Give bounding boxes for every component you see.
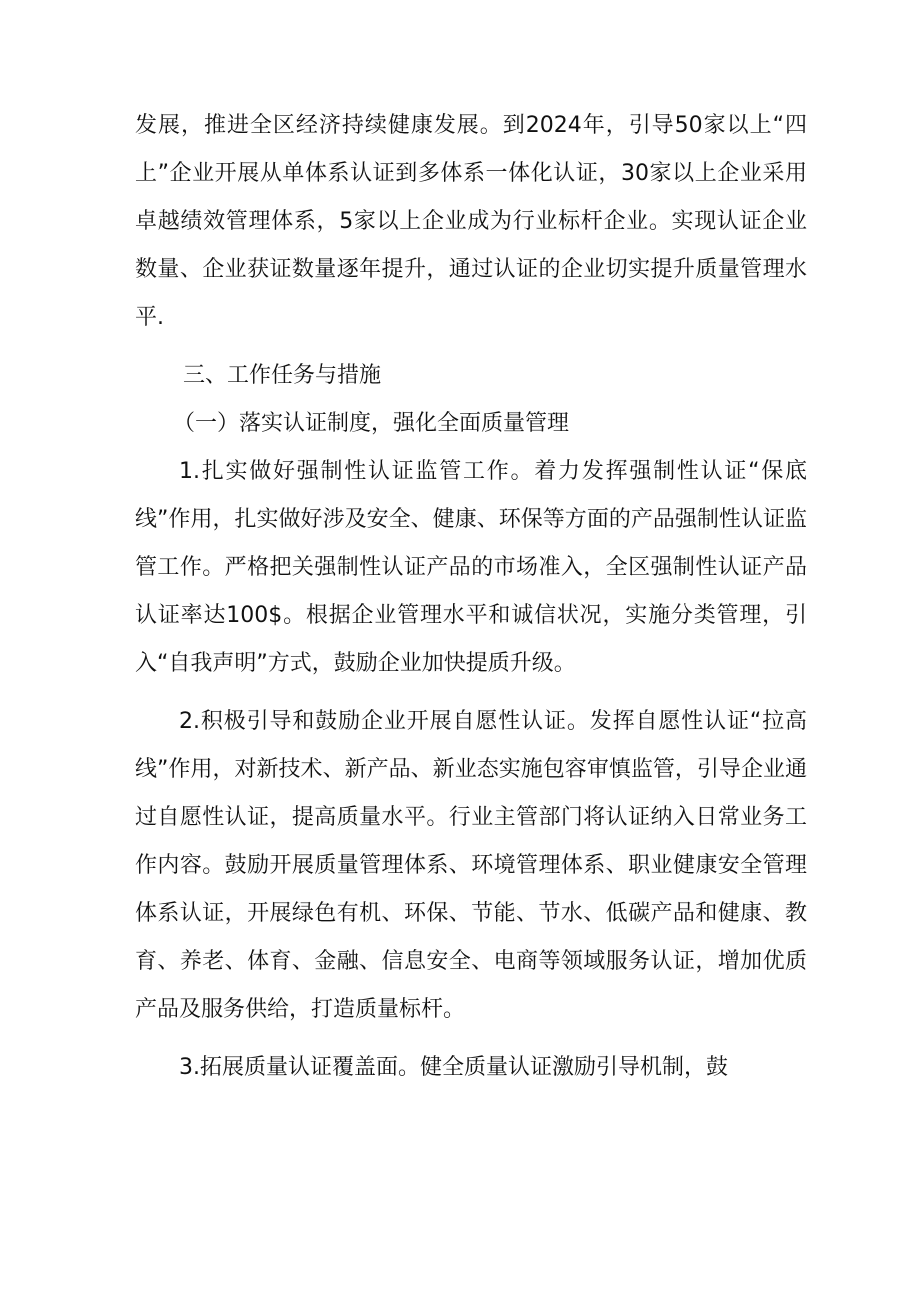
intro-paragraph: 发展，推进全区经济持续健康发展。到2024年，引导50家以上“四上”企业开展从单体系认证到多体系一体化认证，30家以上企业采用卓越绩效管理体系，5家以上企业成为行业标杆企业。实现认证企业数量、企业获证数量逐年提升，通过认证的企业切实提升质量管理水平. [135,113,807,330]
section-heading: 三、工作任务与措施 [183,363,382,388]
spacer [135,1034,807,1044]
document-body [135,102,807,1092]
list-item: 1.扎实做好强制性认证监管工作。着力发挥强制性认证“保底线”作用，扎实做好涉及安全、健康、环保等方面的产品强制性认证监管工作。严格把关强制性认证产品的市场准入，全区强制性认证产品认证率达100$。根据企业管理水平和诚信状况，实施分类管理，引入“自我声明”方式，鼓励企业加快提质升级。 [135,459,807,676]
spacer [135,688,807,698]
list-item: 2.积极引导和鼓励企业开展自愿性认证。发挥自愿性认证“拉高线”作用，对新技术、新产品、新业态实施包容审慎监管，引导企业通过自愿性认证，提高质量水平。行业主管部门将认证纳入日常业务工作内容。鼓励开展质量管理体系、环境管理体系、职业健康安全管理体系认证，开展绿色有机、环保、节能、节水、低碳产品和健康、教育、养老、体育、金融、信息安全、电商等领域服务认证，增加优质产品及服务供给，打造质量标杆。 [135,709,807,1022]
list-item: 3.拓展质量认证覆盖面。健全质量认证激励引导机制，鼓 [179,1055,728,1080]
subsection-heading: （一）落实认证制度，强化全面质量管理 [173,411,570,436]
spacer [135,342,807,352]
